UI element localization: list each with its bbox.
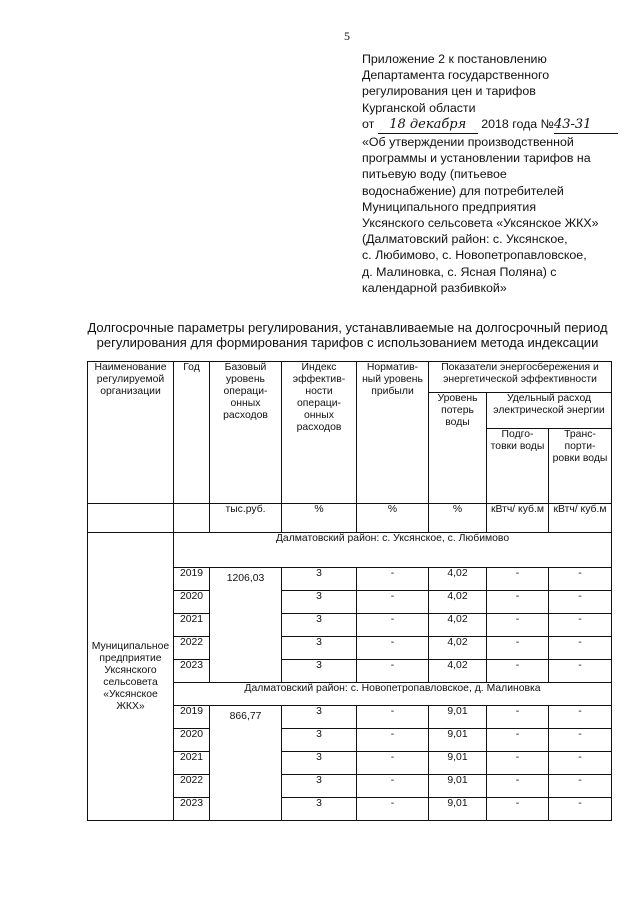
- cell-index: 3: [282, 729, 357, 752]
- appendix-subject-line: водоснабжение) для потребителей: [362, 183, 564, 198]
- cell-year: 2022: [174, 775, 210, 798]
- appendix-subject-line: Муниципального предприятия: [362, 199, 537, 214]
- cell-index: 3: [282, 660, 357, 683]
- handwritten-number: 43-31: [554, 117, 618, 134]
- appendix-subject-line: д. Малиновка, с. Ясная Поляна) с: [362, 264, 557, 279]
- cell-loss: 4,02: [429, 660, 487, 683]
- appendix-date-line: [362, 116, 632, 134]
- units-org: [88, 504, 174, 533]
- appendix-subject-line: (Далматовский район: с. Уксянское,: [362, 232, 568, 247]
- appendix-subject-line: календарной разбивкой»: [362, 280, 507, 295]
- cell-profit: -: [357, 729, 429, 752]
- cell-year: 2020: [174, 591, 210, 614]
- cell-profit: -: [357, 591, 429, 614]
- cell-transport: -: [549, 729, 612, 752]
- cell-prep: -: [487, 614, 549, 637]
- cell-prep: -: [487, 729, 549, 752]
- cell-index: 3: [282, 591, 357, 614]
- cell-profit: -: [357, 798, 429, 821]
- cell-year: 2021: [174, 752, 210, 775]
- cell-year: 2021: [174, 614, 210, 637]
- cell-year: 2023: [174, 660, 210, 683]
- units-year: [174, 504, 210, 533]
- appendix-subject-line: программы и установлении тарифов на: [362, 151, 591, 166]
- cell-prep: -: [487, 706, 549, 729]
- cell-prep: -: [487, 568, 549, 591]
- cell-loss: 9,01: [429, 752, 487, 775]
- cell-prep: -: [487, 637, 549, 660]
- appendix-line: Департамента государственного: [362, 68, 550, 83]
- cell-index: 3: [282, 798, 357, 821]
- cell-loss: 4,02: [429, 591, 487, 614]
- cell-index: 3: [282, 706, 357, 729]
- cell-transport: -: [549, 798, 612, 821]
- cell-index: 3: [282, 614, 357, 637]
- appendix-subject-line: питьевую воду (питьевое: [362, 167, 507, 182]
- cell-prep: -: [487, 775, 549, 798]
- cell-loss: 4,02: [429, 637, 487, 660]
- cell-loss: 9,01: [429, 798, 487, 821]
- cell-loss: 9,01: [429, 775, 487, 798]
- units-index: %: [282, 504, 357, 533]
- units-transport: кВтч/ куб.м: [549, 504, 612, 533]
- cell-transport: -: [549, 568, 612, 591]
- cell-profit: -: [357, 706, 429, 729]
- cell-year: 2020: [174, 729, 210, 752]
- handwritten-date: 18 декабря: [378, 117, 478, 134]
- cell-year: 2023: [174, 798, 210, 821]
- cell-profit: -: [357, 637, 429, 660]
- header-loss: Уровень потерь воды: [429, 393, 487, 504]
- date-year: 2018 года №: [481, 116, 554, 131]
- appendix-line: регулирования цен и тарифов: [362, 84, 536, 99]
- units-profit: %: [357, 504, 429, 533]
- cell-profit: -: [357, 752, 429, 775]
- cell-year: 2019: [174, 568, 210, 591]
- units-prep: кВтч/ куб.м: [487, 504, 549, 533]
- cell-transport: -: [549, 614, 612, 637]
- cell-index: 3: [282, 775, 357, 798]
- cell-transport: -: [549, 775, 612, 798]
- cell-index: 3: [282, 568, 357, 591]
- parameters-table: [87, 361, 612, 821]
- group-title: Далматовский район: с. Новопетропавловское, д. Малиновка: [174, 683, 612, 706]
- group-title: Далматовский район: с. Уксянское, с. Любимово: [174, 533, 612, 568]
- cell-prep: -: [487, 798, 549, 821]
- appendix-subject-line: «Об утверждении производственной: [362, 135, 574, 150]
- appendix-line: Курганской области: [362, 100, 476, 115]
- organization-name: Муниципальное предприятие Уксянского сельсовета «Уксянское ЖКХ»: [88, 533, 174, 821]
- header-energy: Показатели энергосбережения и энергетической эффективности: [429, 362, 612, 393]
- appendix-subject-line: с. Любимово, с. Новопетропавловское,: [362, 248, 587, 263]
- cell-loss: 4,02: [429, 568, 487, 591]
- cell-transport: -: [549, 660, 612, 683]
- cell-transport: -: [549, 706, 612, 729]
- cell-profit: -: [357, 614, 429, 637]
- header-org: Наименование регулируемой организации: [88, 362, 174, 504]
- cell-loss: 9,01: [429, 706, 487, 729]
- cell-prep: -: [487, 591, 549, 614]
- cell-transport: -: [549, 752, 612, 775]
- cell-loss: 9,01: [429, 729, 487, 752]
- cell-index: 3: [282, 637, 357, 660]
- appendix-subject-line: Уксянского сельсовета «Уксянское ЖКХ»: [362, 216, 599, 231]
- cell-year: 2022: [174, 637, 210, 660]
- cell-profit: -: [357, 775, 429, 798]
- cell-loss: 4,02: [429, 614, 487, 637]
- header-prep: Подго-товки воды: [487, 429, 549, 504]
- cell-transport: -: [549, 637, 612, 660]
- document-title: Долгосрочные параметры регулирования, устанавливаемые на долгосрочный период регулирования для формирования тарифов с использованием метода индексации: [87, 320, 608, 350]
- cell-profit: -: [357, 660, 429, 683]
- cell-base: 1206,03: [210, 568, 282, 683]
- cell-transport: -: [549, 591, 612, 614]
- cell-profit: -: [357, 568, 429, 591]
- appendix-line: Приложение 2 к постановлению: [362, 52, 547, 66]
- cell-prep: -: [487, 660, 549, 683]
- header-profit: Норматив-ный уровень прибыли: [357, 362, 429, 504]
- page-number: 5: [344, 29, 350, 43]
- units-loss: %: [429, 504, 487, 533]
- date-prefix: от: [362, 116, 375, 131]
- header-specific: Удельный расход электрической энергии: [487, 393, 612, 429]
- cell-index: 3: [282, 752, 357, 775]
- header-year: Год: [174, 362, 210, 504]
- units-base: тыс.руб.: [210, 504, 282, 533]
- header-index: Индекс эффектив-ности операци-онных расходов: [282, 362, 357, 504]
- appendix-block: [362, 51, 632, 296]
- cell-base: 866,77: [210, 706, 282, 821]
- header-base: Базовый уровень операци-онных расходов: [210, 362, 282, 504]
- header-transport: Транс-порти-ровки воды: [549, 429, 612, 504]
- cell-prep: -: [487, 752, 549, 775]
- cell-year: 2019: [174, 706, 210, 729]
